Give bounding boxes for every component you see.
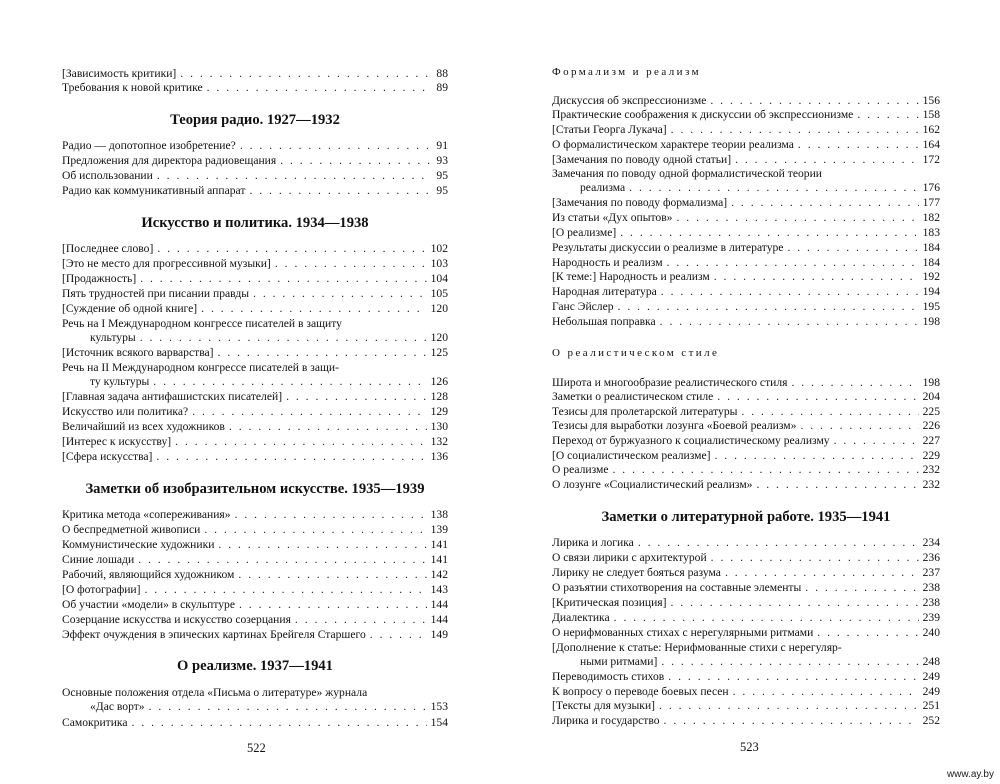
leader-dots	[741, 405, 918, 419]
toc-entry-title-line1: Речь на II Международном конгрессе писателей в защи-	[62, 361, 339, 374]
toc-entry-title-line2: культуры	[90, 331, 136, 344]
toc-entry-page: 144	[430, 598, 448, 611]
leader-dots	[733, 685, 919, 699]
toc-entry-page: 172	[922, 153, 940, 166]
toc-entry-title: Критика метода «сопереживания»	[62, 508, 231, 521]
leader-dots	[638, 536, 919, 550]
toc-entry-title: О нерифмованных стихах с нерегулярными ритмами	[552, 626, 814, 639]
toc-entry-title: О формалистическом характере теории реализма	[552, 138, 794, 151]
leader-dots	[668, 670, 918, 684]
toc-entry	[62, 346, 448, 360]
toc-entry-title-line2: «Дас ворт»	[90, 700, 145, 713]
toc-entry-page: 192	[922, 270, 940, 283]
toc-entry-title: Небольшая поправка	[552, 315, 656, 328]
leader-dots	[614, 611, 919, 625]
leader-dots	[280, 154, 432, 168]
toc-entry	[552, 551, 940, 565]
toc-entry-page: 176	[922, 181, 940, 194]
toc-entry-title: О разъятии стихотворения на составные элементы	[552, 581, 802, 594]
toc-entry-page: 238	[922, 581, 940, 594]
toc-entry-page: 184	[922, 256, 940, 269]
toc-entry	[552, 300, 940, 314]
toc-entry-title: Ганс Эйслер	[552, 300, 614, 313]
toc-entry	[552, 153, 940, 167]
toc-entry-title: [Последнее слово]	[62, 242, 154, 255]
toc-entry	[62, 716, 448, 730]
leader-dots	[671, 123, 919, 137]
toc-entry-title: [Интерес к искусству]	[62, 435, 172, 448]
leader-dots	[629, 181, 918, 195]
leader-dots	[175, 435, 426, 449]
leader-dots	[857, 108, 918, 122]
leader-dots	[710, 94, 918, 108]
section-heading: Заметки об изобразительном искусстве. 1935—1939	[85, 481, 425, 497]
leader-dots	[157, 169, 433, 183]
section-heading: Теория радио. 1927—1932	[170, 112, 340, 128]
leader-dots	[140, 272, 426, 286]
toc-entry	[552, 611, 940, 625]
toc-entry-page: 104	[430, 272, 448, 285]
toc-entry-page: 125	[430, 346, 448, 359]
toc-entry-title: Созерцание искусства и искусство созерцания	[62, 613, 291, 626]
leader-dots	[218, 538, 426, 552]
leader-dots	[731, 196, 919, 210]
toc-entry-title: [Это не место для прогрессивной музыки]	[62, 257, 271, 270]
toc-entry-page: 143	[430, 583, 448, 596]
toc-entry-page: 234	[922, 536, 940, 549]
leader-dots	[204, 523, 426, 537]
leader-dots	[295, 613, 427, 627]
toc-entry-page: 136	[430, 450, 448, 463]
toc-entry-page: 130	[430, 420, 448, 433]
leader-dots	[180, 67, 432, 81]
toc-entry-title: [Главная задача антифашистских писателей]	[62, 390, 283, 403]
toc-entry	[62, 287, 448, 301]
toc-entry	[62, 302, 448, 316]
toc-entry-title: Из статьи «Дух опытов»	[552, 211, 673, 224]
toc-entry-title: Радио — допотопное изобретение?	[62, 139, 236, 152]
toc-entry	[62, 154, 448, 168]
toc-entry	[552, 138, 940, 152]
leader-dots	[667, 256, 919, 270]
toc-entry-title: Заметки о реалистическом стиле	[552, 390, 714, 403]
leader-dots	[149, 700, 427, 714]
leader-dots	[664, 714, 919, 728]
toc-entry-title: [Сфера искусства]	[62, 450, 153, 463]
toc-entry	[552, 108, 940, 122]
leader-dots	[661, 285, 919, 299]
toc-entry-title: Рабочий, являющийся художником	[62, 568, 235, 581]
leader-dots	[240, 139, 433, 153]
toc-entry-title: Тезисы для выработки лозунга «Боевой реализм»	[552, 419, 797, 432]
toc-entry-page: 88	[436, 67, 448, 80]
toc-entry-page: 164	[922, 138, 940, 151]
leader-dots	[238, 568, 426, 582]
toc-entry-page: 226	[922, 419, 940, 432]
leader-dots	[613, 463, 919, 477]
toc-entry-page: 139	[430, 523, 448, 536]
toc-entry-title: [Статьи Георга Лукача]	[552, 123, 667, 136]
leader-dots	[676, 211, 918, 225]
leader-dots	[218, 346, 427, 360]
section-heading: Искусство и политика. 1934—1938	[141, 215, 369, 231]
toc-entry-page: 102	[430, 242, 448, 255]
toc-entry	[552, 449, 940, 463]
toc-entry	[552, 699, 940, 713]
toc-entry	[552, 596, 940, 610]
toc-entry-title: Лирика и государство	[552, 714, 660, 727]
toc-entry-page: 194	[922, 285, 940, 298]
leader-dots	[138, 553, 426, 567]
toc-entry-page: 141	[430, 553, 448, 566]
toc-entry	[552, 285, 940, 299]
toc-entry-title: Переводимость стихов	[552, 670, 665, 683]
toc-entry-title: Диалектика	[552, 611, 610, 624]
toc-entry-page: 227	[922, 434, 940, 447]
toc-entry-page: 153	[430, 700, 448, 713]
leader-dots	[660, 315, 919, 329]
toc-entry-title: [К теме:] Народность и реализм	[552, 270, 710, 283]
toc-entry-title: [Суждение об одной книге]	[62, 302, 198, 315]
toc-entry-page: 252	[922, 714, 940, 727]
leader-dots	[717, 390, 918, 404]
toc-entry-title-line1: Замечания по поводу одной формалистической теории	[552, 167, 822, 180]
toc-entry	[552, 390, 940, 404]
leader-dots	[791, 376, 918, 390]
toc-entry-page: 120	[430, 331, 448, 344]
toc-entry-page: 198	[922, 315, 940, 328]
toc-entry	[552, 670, 940, 684]
toc-entry-page: 149	[430, 628, 448, 641]
toc-entry-title: [Замечания по поводу формализма]	[552, 196, 728, 209]
leader-dots	[620, 226, 918, 240]
page-number: 523	[740, 740, 759, 754]
toc-entry	[552, 226, 940, 240]
watermark: www.ay.by	[946, 769, 994, 780]
toc-entry-title: [Тексты для музыки]	[552, 699, 656, 712]
toc-entry-title: Коммунистические художники	[62, 538, 215, 551]
toc-entry	[552, 463, 940, 477]
toc-entry-page: 132	[430, 435, 448, 448]
toc-entry	[552, 256, 940, 270]
toc-entry	[552, 94, 940, 108]
toc-entry-page: 249	[922, 685, 940, 698]
toc-entry-title: Лирику не следует бояться разума	[552, 566, 721, 579]
toc-entry-title: Величайший из всех художников	[62, 420, 225, 433]
toc-entry-title: О лозунге «Социалистический реализм»	[552, 478, 753, 491]
toc-entry-multiline	[62, 361, 448, 389]
toc-entry	[62, 568, 448, 582]
leader-dots	[800, 419, 918, 433]
toc-entry	[552, 714, 940, 728]
toc-entry-title: Предложения для директора радиовещания	[62, 154, 277, 167]
toc-entry	[62, 598, 448, 612]
toc-entry-page: 128	[430, 390, 448, 403]
toc-entry-page: 142	[430, 568, 448, 581]
leader-dots	[618, 300, 919, 314]
leader-dots	[370, 628, 427, 642]
toc-entry-title: Пять трудностей при писании правды	[62, 287, 250, 300]
toc-entry	[62, 450, 448, 464]
toc-entry-page: 120	[430, 302, 448, 315]
toc-entry-page: 138	[430, 508, 448, 521]
toc-entry	[62, 583, 448, 597]
toc-entry	[62, 508, 448, 522]
toc-entry	[62, 523, 448, 537]
toc-entry-page: 93	[436, 154, 448, 167]
toc-entry-title-line2: ными ритмами]	[580, 655, 658, 668]
toc-entry	[552, 376, 940, 390]
toc-entry-page: 248	[922, 655, 940, 668]
toc-entry-page: 158	[922, 108, 940, 121]
toc-entry-page: 95	[436, 184, 448, 197]
toc-entry-title: Народность и реализм	[552, 256, 663, 269]
subsection-heading: О реалистическом стиле	[552, 347, 720, 359]
leader-dots	[132, 716, 427, 730]
toc-entry	[552, 685, 940, 699]
toc-entry-title: [О фотографии]	[62, 583, 141, 596]
toc-entry-title: [Критическая позиция]	[552, 596, 667, 609]
toc-entry-page: 239	[922, 611, 940, 624]
toc-entry-title-line1: Основные положения отдела «Письма о литературе» журнала	[62, 686, 368, 699]
toc-entry	[552, 270, 940, 284]
toc-entry-page: 195	[922, 300, 940, 313]
toc-entry-page: 105	[430, 287, 448, 300]
toc-entry-title: Народная литература	[552, 285, 657, 298]
toc-entry-title: Практические соображения к дискуссии об экспрессионизме	[552, 108, 854, 121]
leader-dots	[286, 390, 427, 404]
toc-entry-title: Радио как коммуникативный аппарат	[62, 184, 246, 197]
toc-entry	[552, 315, 940, 329]
toc-entry-page: 156	[922, 94, 940, 107]
toc-entry-title: Переход от буржуазного к социалистическому реализму	[552, 434, 830, 447]
toc-entry-title: Лирика и логика	[552, 536, 634, 549]
leader-dots	[661, 655, 918, 669]
leader-dots	[207, 81, 433, 95]
toc-entry-title: [Продажность]	[62, 272, 137, 285]
toc-entry-page: 91	[436, 139, 448, 152]
leader-dots	[275, 257, 427, 271]
toc-entry	[552, 434, 940, 448]
toc-entry	[62, 390, 448, 404]
toc-entry	[62, 272, 448, 286]
toc-entry-title: Об использовании	[62, 169, 153, 182]
toc-entry-title-line2: ту культуры	[90, 375, 150, 388]
toc-entry	[552, 581, 940, 595]
toc-entry	[552, 626, 940, 640]
toc-entry-page: 225	[922, 405, 940, 418]
toc-entry-title: К вопросу о переводе боевых песен	[552, 685, 729, 698]
toc-entry-page: 177	[922, 196, 940, 209]
leader-dots	[725, 566, 919, 580]
toc-entry-title: [О реализме]	[552, 226, 617, 239]
toc-entry	[552, 536, 940, 550]
toc-entry	[62, 242, 448, 256]
toc-entry-page: 249	[922, 670, 940, 683]
toc-entry	[552, 566, 940, 580]
leader-dots	[235, 508, 427, 522]
toc-entry-title: Искусство или политика?	[62, 405, 189, 418]
toc-entry-page: 238	[922, 596, 940, 609]
toc-entry-title: Самокритика	[62, 716, 128, 729]
toc-entry	[62, 538, 448, 552]
toc-entry-title: О связи лирики с архитектурой	[552, 551, 707, 564]
toc-entry	[552, 405, 940, 419]
leader-dots	[229, 420, 427, 434]
leader-dots	[805, 581, 918, 595]
leader-dots	[834, 434, 919, 448]
toc-entry	[62, 613, 448, 627]
leader-dots	[735, 153, 919, 167]
toc-entry-title: [Замечания по поводу одной статьи]	[552, 153, 732, 166]
toc-entry-title-line1: [Дополнение к статье: Нерифмованные стихи с нерегуляр-	[552, 641, 842, 654]
toc-entry	[62, 81, 448, 95]
toc-entry	[62, 553, 448, 567]
leader-dots	[201, 302, 426, 316]
toc-entry-page: 182	[922, 211, 940, 224]
toc-entry-page: 95	[436, 169, 448, 182]
leader-dots	[144, 583, 426, 597]
toc-entry-title: Синие лошади	[62, 553, 135, 566]
leader-dots	[756, 478, 918, 492]
toc-entry-page: 204	[922, 390, 940, 403]
toc-entry	[62, 139, 448, 153]
subsection-heading: Формализм и реализм	[552, 66, 701, 78]
toc-entry	[552, 478, 940, 492]
toc-entry	[62, 67, 448, 81]
toc-entry-page: 229	[922, 449, 940, 462]
toc-entry-title: [Источник всякого варварства]	[62, 346, 214, 359]
leader-dots	[157, 242, 426, 256]
toc-entry-title: [О социалистическом реализме]	[552, 449, 711, 462]
toc-entry-multiline	[62, 317, 448, 345]
toc-entry-page: 126	[430, 375, 448, 388]
toc-entry-page: 240	[922, 626, 940, 639]
toc-entry	[62, 184, 448, 198]
toc-entry-multiline	[552, 641, 940, 669]
toc-entry	[552, 241, 940, 255]
leader-dots	[140, 331, 427, 345]
toc-entry	[62, 405, 448, 419]
toc-entry-multiline	[62, 686, 448, 714]
leader-dots	[798, 138, 919, 152]
toc-entry-page: 232	[922, 478, 940, 491]
leader-dots	[249, 184, 432, 198]
toc-entry-title: Тезисы для пролетарской литературы	[552, 405, 738, 418]
leader-dots	[787, 241, 918, 255]
leader-dots	[659, 699, 919, 713]
toc-entry-title: Требования к новой критике	[62, 81, 203, 94]
toc-entry	[62, 435, 448, 449]
toc-entry-page: 236	[922, 551, 940, 564]
leader-dots	[239, 598, 427, 612]
toc-entry-title: Результаты дискуссии о реализме в литературе	[552, 241, 784, 254]
leader-dots	[715, 449, 919, 463]
toc-entry-page: 184	[922, 241, 940, 254]
toc-entry-title-line1: Речь на I Международном конгрессе писателей в защиту	[62, 317, 342, 330]
toc-entry-title: О беспредметной живописи	[62, 523, 201, 536]
leader-dots	[253, 287, 427, 301]
toc-entry-page: 144	[430, 613, 448, 626]
toc-entry	[62, 169, 448, 183]
toc-entry-title: Эффект очуждения в эпических картинах Брейгеля Старшего	[62, 628, 366, 641]
toc-entry	[552, 419, 940, 433]
toc-entry-page: 103	[430, 257, 448, 270]
toc-entry	[552, 211, 940, 225]
leader-dots	[714, 270, 919, 284]
toc-entry	[62, 257, 448, 271]
leader-dots	[671, 596, 919, 610]
toc-entry-page: 162	[922, 123, 940, 136]
toc-entry-page: 237	[922, 566, 940, 579]
toc-entry-title-line2: реализма	[580, 181, 626, 194]
toc-entry	[62, 420, 448, 434]
section-heading: О реализме. 1937—1941	[177, 658, 333, 674]
toc-entry-page: 198	[922, 376, 940, 389]
toc-entry-title: Дискуссия об экспрессионизме	[552, 94, 707, 107]
toc-entry	[552, 123, 940, 137]
page-number: 522	[247, 741, 266, 755]
toc-entry-title: [Зависимость критики]	[62, 67, 177, 80]
toc-entry	[552, 196, 940, 210]
toc-entry-title: Об участии «модели» в скульптуре	[62, 598, 235, 611]
toc-entry-page: 154	[430, 716, 448, 729]
toc-entry-title: Широта и многообразие реалистического стиля	[552, 376, 788, 389]
toc-entry-page: 251	[922, 699, 940, 712]
toc-entry-multiline	[552, 167, 940, 195]
toc-entry	[62, 628, 448, 642]
toc-entry-title: О реализме	[552, 463, 609, 476]
section-heading: Заметки о литературной работе. 1935—1941	[601, 509, 891, 525]
toc-entry-page: 141	[430, 538, 448, 551]
leader-dots	[156, 450, 426, 464]
toc-entry-page: 89	[436, 81, 448, 94]
leader-dots	[711, 551, 919, 565]
leader-dots	[153, 375, 426, 389]
toc-entry-page: 232	[922, 463, 940, 476]
leader-dots	[817, 626, 918, 640]
toc-entry-page: 129	[430, 405, 448, 418]
toc-entry-page: 183	[922, 226, 940, 239]
leader-dots	[192, 405, 426, 419]
